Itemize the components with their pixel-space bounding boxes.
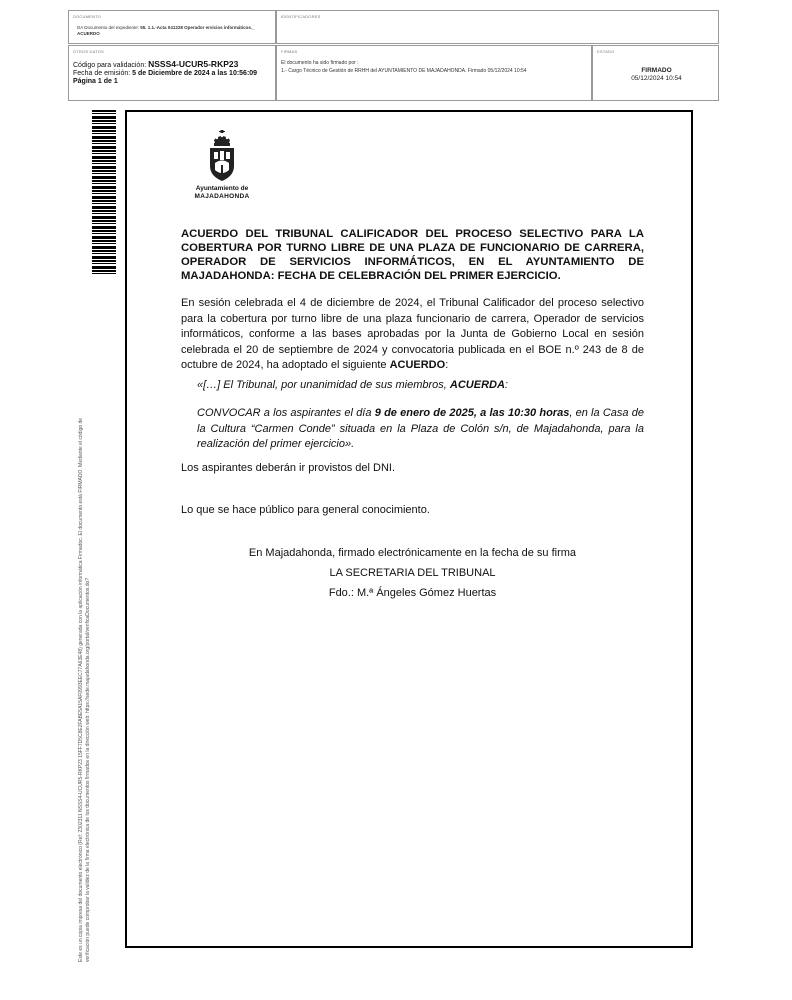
quote-convocar [197,406,644,453]
fecha-label: Fecha de emisión: [73,70,133,77]
codigo-label: Código para validación: [73,62,149,69]
majadahonda-logo [188,130,256,206]
estado-date: 05/12/2024 10:54 [631,75,682,82]
firmas-line-2: 1.- Cargo Técnico de Gestión de RRHH del AYUNTAMIENTO DE MAJADAHONDA. Firmado 05/12/2024 10:54 [281,68,527,74]
paragraph-dni: Los aspirantes deberán ir provistos del DNI. [181,462,395,474]
firmas-cell [276,45,592,101]
logo-text-line-2: MAJADAHONDA [194,193,250,200]
quote-convocar-text-a: CONVOCAR a los aspirantes el día [197,407,375,419]
acuerda-word: ACUERDA [449,379,505,391]
identificadores-label: IDENTIFICADORES [281,14,321,19]
side-text-line-2: verificación puede comprobar la validez de la firma electrónica de los documentos firmados en la dirección web: https://sede.majadahonda.org/portal/verificaDocumentos.do? [84,577,91,962]
pagina-text: Página 1 de 1 [73,78,118,85]
documento-label: DOCUMENTO [73,14,101,19]
paragraph-sesion-text: En sesión celebrada el 4 de diciembre de 2024, el Tribunal Calificador del proceso selectivo para la cobertura por turno libre de una plaza funcionario de carrera, Operador de servicios informáticos, conforme a las bases aprobadas por la Junta de Gobierno Local en sesión celebrada el 20 de septiembre de 2024 y convocatoria publicada en el BOE n.º 243 de 8 de octubre de 2024, ha adoptado el siguiente [181,297,644,371]
paragraph-sesion-end: : [445,359,449,371]
estado-value: FIRMADO [641,67,672,74]
side-text-line-1: Este es un copia impresa del documento electrónico (Ref: 2302311 NSSS4-UCUR5-RKP23 15FF7D5C8E2FABE5A15AF0993EEC77A63E48) generada con la aplicación informática Firmadoc. El documento está FIRMADO. Mediante el código de [78,417,84,962]
documento-text-prefix: DA Documento del expediente: [77,25,141,30]
fecha-value: 5 de Diciembre de 2024 a las 10:56:09 [132,70,258,77]
signature-line-3: Fdo.: M.ª Ángeles Gómez Huertas [328,587,497,599]
signature-line-1: En Majadahonda, firmado electrónicamente en la fecha de su firma [248,547,577,559]
verification-side-text [78,302,100,962]
codigo-value: NSSS4-UCUR5-RKP23 [148,59,239,69]
quote-tribunal [197,378,644,394]
signature-line-2: LA SECRETARIA DEL TRIBUNAL [329,567,496,579]
documento-cell [68,10,276,44]
estado-text [593,67,719,83]
quote-tribunal-end: : [504,379,508,391]
document-header [68,10,719,101]
paragraph-sesion [181,296,644,374]
document-title: ACUERDO DEL TRIBUNAL CALIFICADOR DEL PROCESO SELECTIVO PARA LA COBERTURA POR TURNO LIBRE DE UNA PLAZA DE FUNCIONARIO DE CARRERA, OPERADOR DE SERVICIOS INFORMÁTICOS, EN EL AYUNTAMIENTO DE MAJADAHONDA: FECHA DE CELEBRACIÓN DEL PRIMER EJERCICIO. [181,228,644,282]
identificadores-cell [276,10,719,44]
exam-date: 9 de enero de 2025, a las 10:30 horas [374,407,570,419]
logo-text-line-1: Ayuntamiento de [195,185,249,192]
documento-text [77,25,267,37]
otros-datos-text [73,60,275,86]
estado-label: ESTADO [597,49,615,54]
quote-tribunal-text: «[…] El Tribunal, por unanimidad de sus miembros, [197,379,450,391]
firmas-text [281,59,591,75]
acuerdo-word: ACUERDO [389,359,446,371]
paragraph-publico: Lo que se hace público para general conocimiento. [181,504,430,516]
quote-convocar-text-b: , en la Casa de la Cultura “Carmen Conde” situada en la Plaza de Colón s/n, de Majadahonda, para la realización del primer ejercicio». [197,407,644,450]
signature-block [181,543,644,603]
firmas-label: FIRMAS [281,49,298,54]
coat-of-arms-icon [206,130,238,182]
barcode-image [92,110,116,276]
otros-datos-label: OTROS DATOS [73,49,104,54]
firmas-line-1: El documento ha sido firmado por : [281,60,359,66]
otros-datos-cell [68,45,276,101]
documento-text-title: 55. 1.1.-Acta 041228 Operador ervicios informáticos._ ACUERDO [77,25,255,36]
estado-cell [592,45,719,101]
